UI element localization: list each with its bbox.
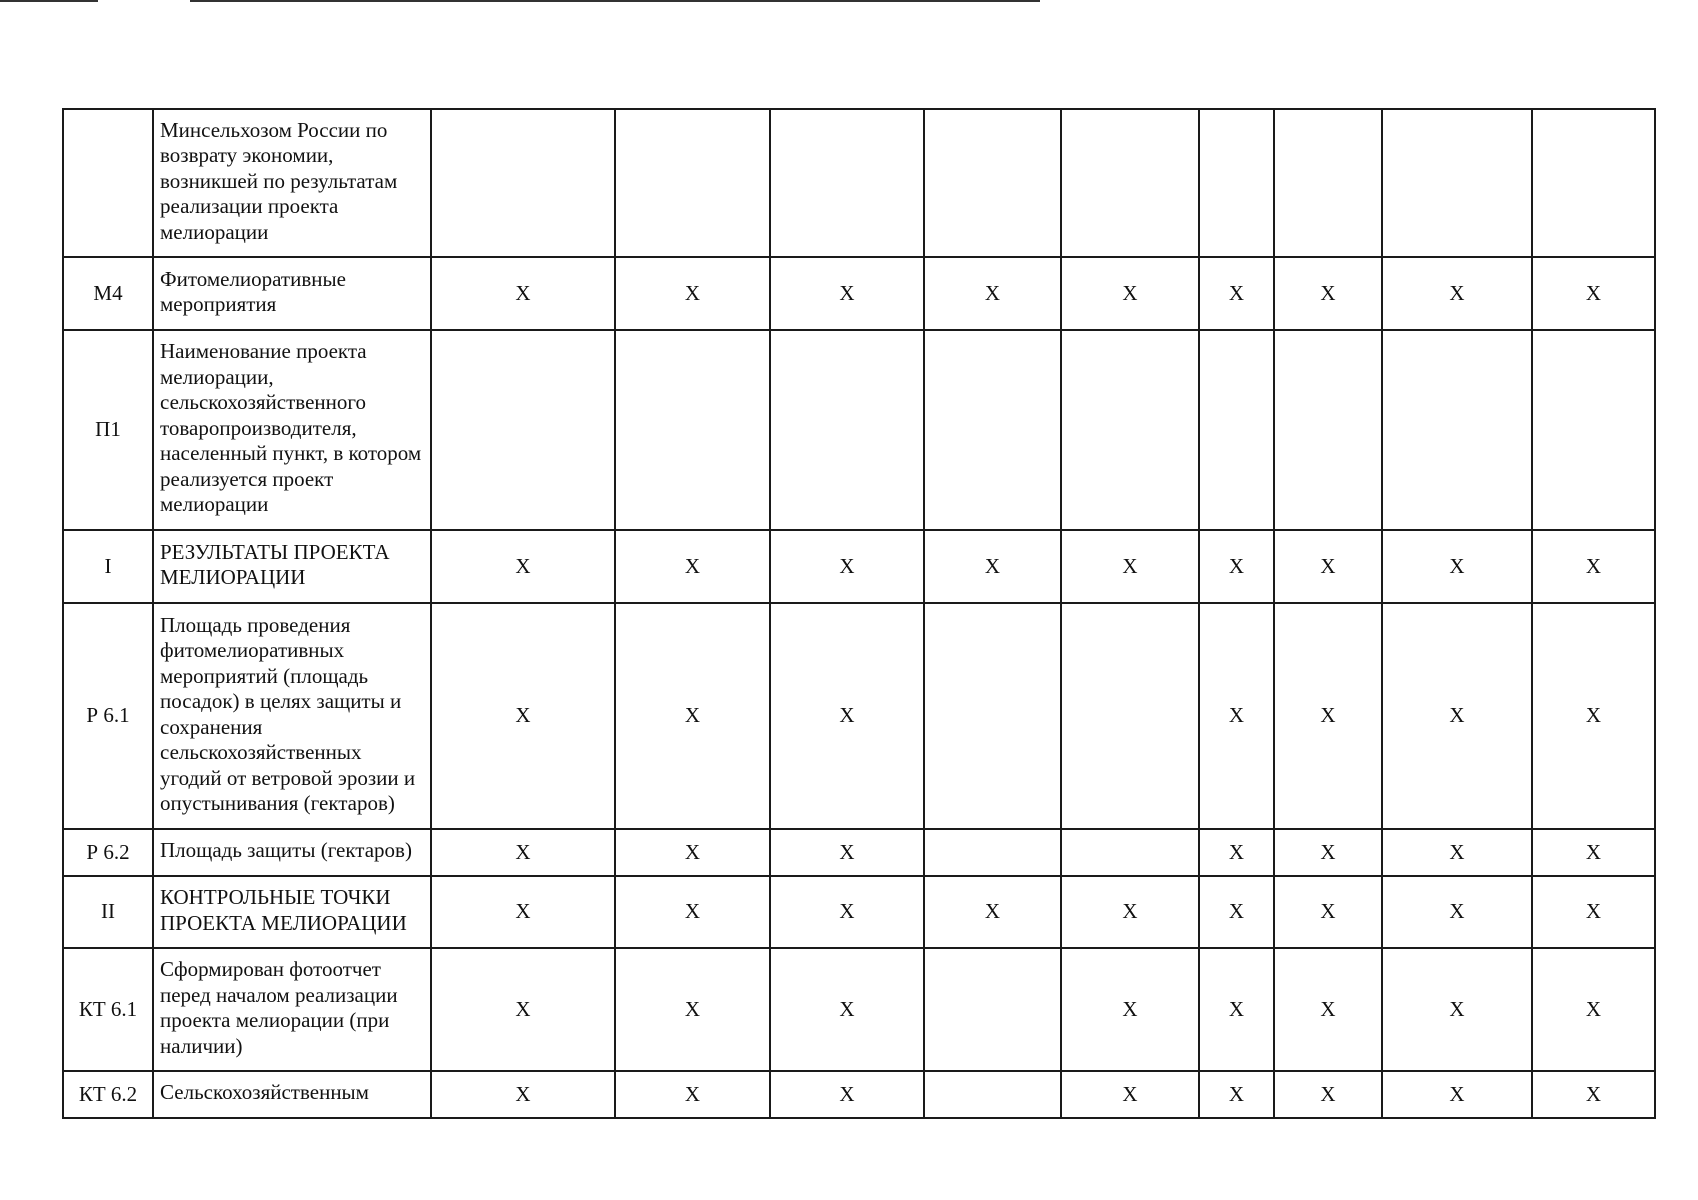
mark-cell xyxy=(924,829,1061,876)
mark-cell: X xyxy=(770,257,924,330)
mark-cell: X xyxy=(1274,530,1382,603)
mark-cell: X xyxy=(431,530,615,603)
row-name: Наименование проекта мелиорации, сельскохозяйственного товаропроизводителя, населенный пункт, в котором реализуется проект мелиорации xyxy=(153,330,431,530)
row-code: КТ 6.2 xyxy=(63,1071,153,1118)
mark-cell: X xyxy=(431,603,615,829)
mark-cell: X xyxy=(770,1071,924,1118)
row-name: Минсельхозом России по возврату экономии, возникшей по результатам реализации проекта мелиорации xyxy=(153,109,431,257)
mark-cell: X xyxy=(1274,257,1382,330)
mark-cell: X xyxy=(1382,530,1532,603)
row-name: Фитомелиоративные мероприятия xyxy=(153,257,431,330)
mark-cell: X xyxy=(431,1071,615,1118)
mark-cell: X xyxy=(1532,829,1655,876)
row-name: Площадь проведения фитомелиоративных мероприятий (площадь посадок) в целях защиты и сохранения сельскохозяйственных угодий от ветровой эрозии и опустынивания (гектаров) xyxy=(153,603,431,829)
mark-cell: X xyxy=(1382,603,1532,829)
row-name: Площадь защиты (гектаров) xyxy=(153,829,431,876)
mark-cell xyxy=(924,603,1061,829)
mark-cell xyxy=(1274,330,1382,530)
mark-cell: X xyxy=(1532,530,1655,603)
mark-cell xyxy=(1061,330,1199,530)
mark-cell: X xyxy=(1061,876,1199,948)
mark-cell: X xyxy=(1061,257,1199,330)
mark-cell xyxy=(1382,109,1532,257)
mark-cell: X xyxy=(1061,948,1199,1071)
row-code: М4 xyxy=(63,257,153,330)
mark-cell xyxy=(1532,109,1655,257)
mark-cell: X xyxy=(1199,1071,1274,1118)
mark-cell xyxy=(615,109,770,257)
table-row xyxy=(63,530,1655,603)
row-code xyxy=(63,109,153,257)
row-name: Сельскохозяйственным xyxy=(153,1071,431,1118)
mark-cell: X xyxy=(770,530,924,603)
mark-cell xyxy=(924,1071,1061,1118)
mark-cell xyxy=(770,109,924,257)
row-code: КТ 6.1 xyxy=(63,948,153,1071)
mark-cell: X xyxy=(1274,829,1382,876)
mark-cell xyxy=(1061,829,1199,876)
row-code: П1 xyxy=(63,330,153,530)
mark-cell: X xyxy=(1199,603,1274,829)
mark-cell xyxy=(1199,109,1274,257)
table-row xyxy=(63,257,1655,330)
row-code: II xyxy=(63,876,153,948)
mark-cell xyxy=(615,330,770,530)
mark-cell xyxy=(924,948,1061,1071)
mark-cell xyxy=(924,330,1061,530)
mark-cell: X xyxy=(431,829,615,876)
mark-cell: X xyxy=(770,948,924,1071)
mark-cell: X xyxy=(1199,948,1274,1071)
mark-cell: X xyxy=(1382,1071,1532,1118)
mark-cell: X xyxy=(1382,876,1532,948)
mark-cell: X xyxy=(1532,876,1655,948)
table-row xyxy=(63,948,1655,1071)
row-name: РЕЗУЛЬТАТЫ ПРОЕКТА МЕЛИОРАЦИИ xyxy=(153,530,431,603)
row-code: I xyxy=(63,530,153,603)
mark-cell: X xyxy=(1199,829,1274,876)
mark-cell: X xyxy=(1382,257,1532,330)
mark-cell: X xyxy=(615,948,770,1071)
mark-cell: X xyxy=(1274,603,1382,829)
scan-edge-line-left xyxy=(0,0,98,2)
mark-cell xyxy=(431,330,615,530)
mark-cell: X xyxy=(1274,948,1382,1071)
mark-cell xyxy=(1532,330,1655,530)
mark-cell: X xyxy=(1382,829,1532,876)
mark-cell: X xyxy=(615,1071,770,1118)
table-row xyxy=(63,876,1655,948)
mark-cell: X xyxy=(924,530,1061,603)
row-code: Р 6.1 xyxy=(63,603,153,829)
row-name: Сформирован фотоотчет перед началом реализации проекта мелиорации (при наличии) xyxy=(153,948,431,1071)
table-row xyxy=(63,829,1655,876)
project-table xyxy=(62,108,1656,1119)
table-body xyxy=(63,109,1655,1118)
mark-cell: X xyxy=(770,829,924,876)
mark-cell xyxy=(1382,330,1532,530)
mark-cell: X xyxy=(615,530,770,603)
mark-cell: X xyxy=(615,876,770,948)
mark-cell: X xyxy=(1061,530,1199,603)
mark-cell xyxy=(431,109,615,257)
mark-cell: X xyxy=(770,876,924,948)
mark-cell: X xyxy=(1382,948,1532,1071)
mark-cell: X xyxy=(924,876,1061,948)
mark-cell: X xyxy=(1199,876,1274,948)
mark-cell xyxy=(924,109,1061,257)
mark-cell: X xyxy=(1532,1071,1655,1118)
mark-cell: X xyxy=(1061,1071,1199,1118)
mark-cell: X xyxy=(615,257,770,330)
mark-cell: X xyxy=(431,257,615,330)
mark-cell: X xyxy=(431,948,615,1071)
mark-cell: X xyxy=(770,603,924,829)
mark-cell: X xyxy=(1532,257,1655,330)
mark-cell: X xyxy=(615,603,770,829)
scan-edge-line-top xyxy=(190,0,1040,2)
table-row xyxy=(63,330,1655,530)
table-row xyxy=(63,1071,1655,1118)
mark-cell: X xyxy=(1274,1071,1382,1118)
row-name: КОНТРОЛЬНЫЕ ТОЧКИ ПРОЕКТА МЕЛИОРАЦИИ xyxy=(153,876,431,948)
mark-cell: X xyxy=(1532,603,1655,829)
mark-cell xyxy=(770,330,924,530)
table-row xyxy=(63,109,1655,257)
mark-cell xyxy=(1061,109,1199,257)
mark-cell xyxy=(1061,603,1199,829)
mark-cell: X xyxy=(1199,530,1274,603)
mark-cell: X xyxy=(1199,257,1274,330)
mark-cell: X xyxy=(924,257,1061,330)
mark-cell: X xyxy=(1274,876,1382,948)
table-row xyxy=(63,603,1655,829)
row-code: Р 6.2 xyxy=(63,829,153,876)
mark-cell xyxy=(1274,109,1382,257)
mark-cell: X xyxy=(615,829,770,876)
mark-cell: X xyxy=(1532,948,1655,1071)
mark-cell: X xyxy=(431,876,615,948)
mark-cell xyxy=(1199,330,1274,530)
